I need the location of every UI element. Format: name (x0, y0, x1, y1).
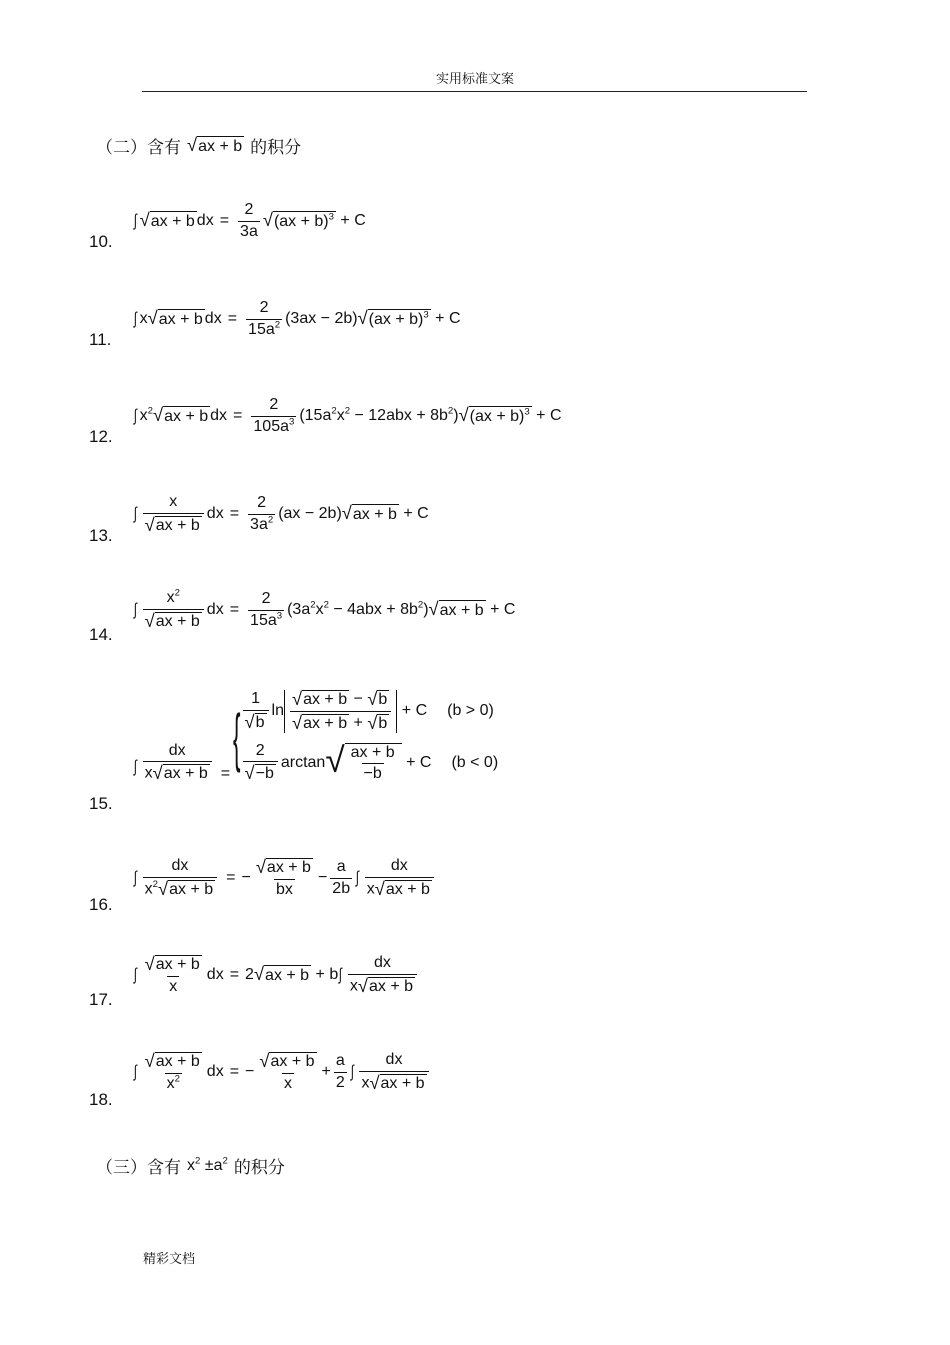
header-rule (142, 91, 807, 92)
section-prefix: （三）含有 (96, 1158, 181, 1178)
formula-14: ∫ $x^2$ √ ax + b dx = $\frac{2}{15a^3}$ $(3a^2x^2 - 4abx + 8b^2)$ √ ax + b + C (133, 587, 516, 631)
formula-18: ∫ √ ax + b $x^2$ dx = − √ ax + b x + $\frac{a}{2}$ ∫ dx x √ ax + b (133, 1052, 432, 1093)
formula-16: ∫ dx $x^2$ √ ax + b = − √ ax + b bx − $\frac{a}{2b}$ ∫ dx x √ ax + b (133, 858, 437, 899)
formula-17: ∫ √ ax + b x dx = 2 √ ax + b + b ∫ dx x √ ax + b (133, 955, 420, 996)
condition-b-positive: (b > 0) (447, 702, 494, 720)
section-expr: √ ax + b (187, 133, 243, 155)
section-prefix: （二）含有 (96, 138, 181, 158)
page-header: 实用标准文案 (435, 72, 514, 87)
condition-b-negative: (b < 0) (451, 753, 499, 771)
formula-number: 17. (89, 990, 113, 1009)
formula-number: 11. (89, 330, 112, 349)
formula-number: 15. (89, 794, 113, 813)
formula-15: ∫ dx x √ ax + b = { 1 √ b ln √ ax + b − √ b √ ax + b + √ b + C (b > 0) 2 √ −b arctan √ $\frac{ax + b}{-b}$ + C (b < 0) (133, 688, 499, 784)
formula-number: 16. (89, 895, 113, 914)
formula-number: 18. (89, 1090, 113, 1109)
section-suffix: 的积分 (233, 1158, 285, 1178)
formula-number: 12. (89, 427, 113, 446)
section-heading-2 (96, 133, 301, 158)
formula-number: 10. (89, 232, 113, 251)
formula-number: 14. (89, 625, 113, 644)
formula-10: ∫ √ ax + b dx = $\frac{2}{3a}$ √ (ax + b)$^3$ + C (133, 201, 366, 240)
formula-13: ∫ x √ ax + b dx = $\frac{2}{3a^2}$ (ax − 2b) √ ax + b + C (133, 493, 429, 535)
section-heading-3 (96, 1153, 285, 1178)
section-suffix: 的积分 (250, 138, 302, 158)
formula-number: 13. (89, 526, 113, 545)
section-expr: $x^2 \pm a^2$ (187, 1154, 228, 1174)
page-footer: 精彩文档 (143, 1252, 196, 1267)
formula-11: ∫ x √ ax + b dx = $\frac{2}{15a^2}$ (3ax − 2b) √ (ax + b)$^3$ + C (133, 299, 461, 338)
formula-12: ∫ $x^2$ √ ax + b dx = $\frac{2}{105a^3}$ $(15a^2x^2 - 12abx + 8b^2)$ √ (ax + b)$^3$ + C (133, 396, 562, 435)
